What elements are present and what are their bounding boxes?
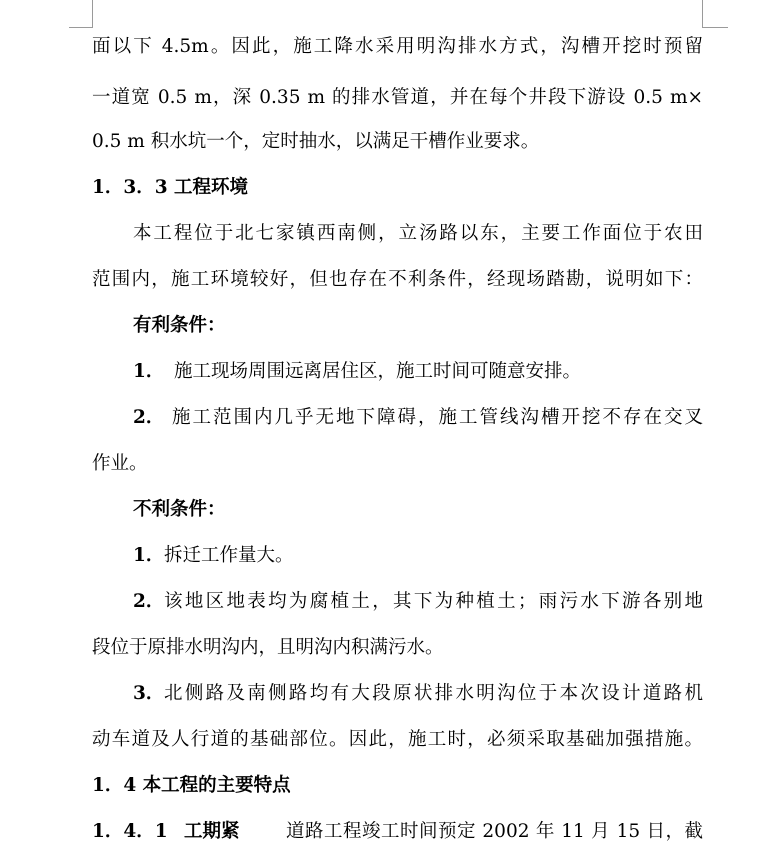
list-item-text: 北侧路及南侧路均有大段原状排水明沟位于本次设计道路机 [164,683,703,704]
crop-mark-right-horizontal [702,27,728,28]
list-item-text: 该地区地表均为腐植土，其下为种植土；雨污水下游各别地 [164,591,703,612]
list-item-text: 拆迁工作量大。 [164,545,294,566]
crop-mark-left-horizontal [69,27,92,28]
unfavorable-conditions-title: 不利条件： [133,499,226,520]
subsection-text: 道路工程竣工时间预定 2002 年 11 月 15 日，截 [286,821,703,842]
favorable-conditions-title: 有利条件： [133,315,226,336]
body-line: 0.5 m 积水坑一个，定时抽水，以满足干槽作业要求。 [92,131,540,152]
subsection-title: 工期紧 [184,821,240,842]
list-item-text: 施工现场周围远离居住区，施工时间可随意安排。 [174,361,582,382]
list-number: 2． [133,407,165,428]
body-line: 作业。 [92,453,148,474]
crop-mark-right-vertical [702,0,703,28]
list-number: 1． [133,545,165,566]
body-line: 面以下 4.5m。因此，施工降水采用明沟排水方式，沟槽开挖时预留 [92,36,703,57]
paragraph-first-line: 本工程位于北七家镇西南侧，立汤路以东，主要工作面位于农田 [133,223,703,244]
crop-mark-left-vertical [92,0,93,28]
list-number: 2． [133,591,165,612]
body-line: 动车道及人行道的基础部位。因此，施工时，必须采取基础加强措施。 [92,729,703,750]
section-heading: 1．4 本工程的主要特点 [92,775,291,796]
list-number: 1． [133,361,165,382]
body-line: 范围内，施工环境较好，但也存在不利条件，经现场踏勘，说明如下： [92,269,703,290]
body-line: 段位于原排水明沟内，且明沟内积满污水。 [92,637,444,658]
body-line: 一道宽 0.5 m，深 0.35 m 的排水管道，并在每个井段下游设 0.5 m× [92,87,703,108]
subsection-number: 1．4．1 [92,821,168,842]
list-number: 3． [133,683,165,704]
section-heading: 1．3．3 工程环境 [92,177,249,198]
list-item-text: 施工范围内几乎无地下障碍，施工管线沟槽开挖不存在交叉 [172,407,703,428]
